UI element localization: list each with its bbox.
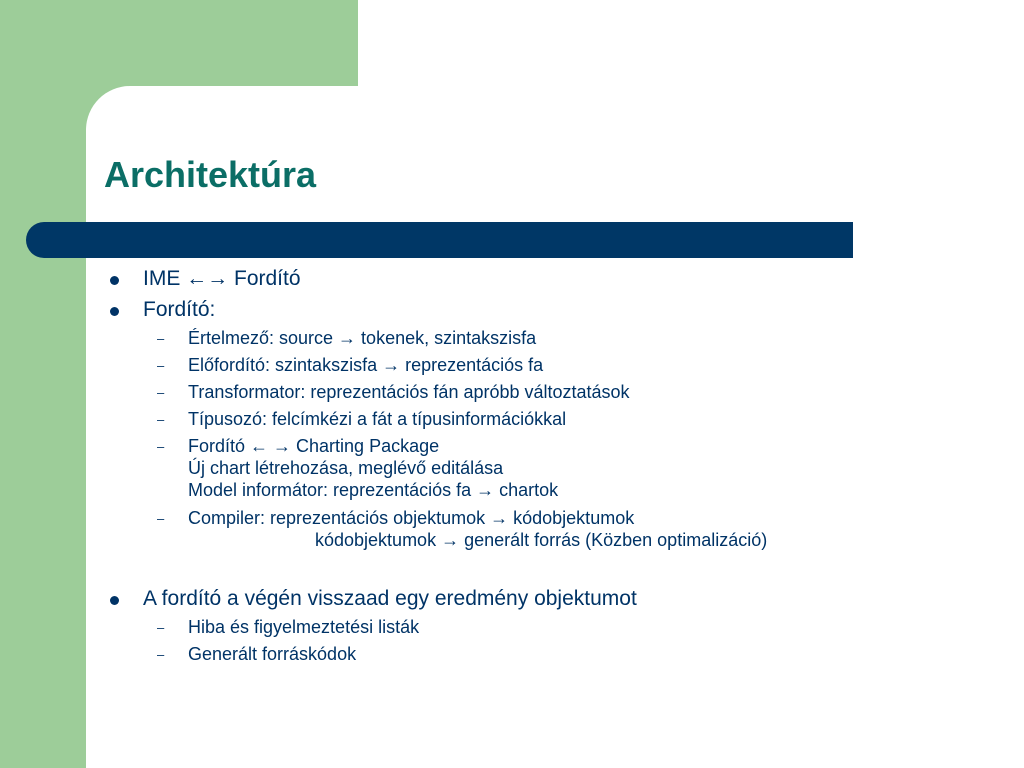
- sub-item: Generált forráskódok: [188, 644, 357, 664]
- dash-marker: –: [157, 511, 165, 526]
- sub-item-continuation: Új chart létrehozása, meglévő editálása: [188, 458, 504, 478]
- dash-marker: –: [157, 439, 165, 454]
- bullet-dot: [110, 276, 119, 285]
- sub-item: Compiler: reprezentációs objektumok → kódobjektumok: [188, 508, 635, 528]
- sub-item: Transformator: reprezentációs fán apróbb változtatások: [188, 382, 630, 402]
- dash-marker: –: [157, 620, 165, 635]
- slide-title: Architektúra: [104, 154, 317, 195]
- dash-marker: –: [157, 385, 165, 400]
- dash-marker: –: [157, 412, 165, 427]
- sub-item: Típusozó: felcímkézi a fát a típusinformációkkal: [188, 409, 567, 429]
- bullet-item: IME ←→ Fordító: [143, 267, 301, 290]
- dash-marker: –: [157, 331, 165, 346]
- dash-marker: –: [157, 358, 165, 373]
- bullet-item: A fordító a végén visszaad egy eredmény objektumot: [143, 587, 637, 610]
- sub-item: Értelmező: source → tokenek, szintakszisfa: [188, 328, 537, 348]
- bullet-item: Fordító:: [143, 298, 216, 321]
- bullet-dot: [110, 596, 119, 605]
- sub-item-continuation: kódobjektumok → generált forrás (Közben optimalizáció): [315, 530, 768, 550]
- dash-marker: –: [157, 647, 165, 662]
- sub-item: Előfordító: szintakszisfa → reprezentációs fa: [188, 355, 544, 375]
- bullet-dot: [110, 307, 119, 316]
- sub-item: Hiba és figyelmeztetési listák: [188, 617, 420, 637]
- sub-item-continuation: Model informátor: reprezentációs fa → chartok: [188, 480, 559, 500]
- sub-item: Fordító ← → Charting Package: [188, 436, 440, 456]
